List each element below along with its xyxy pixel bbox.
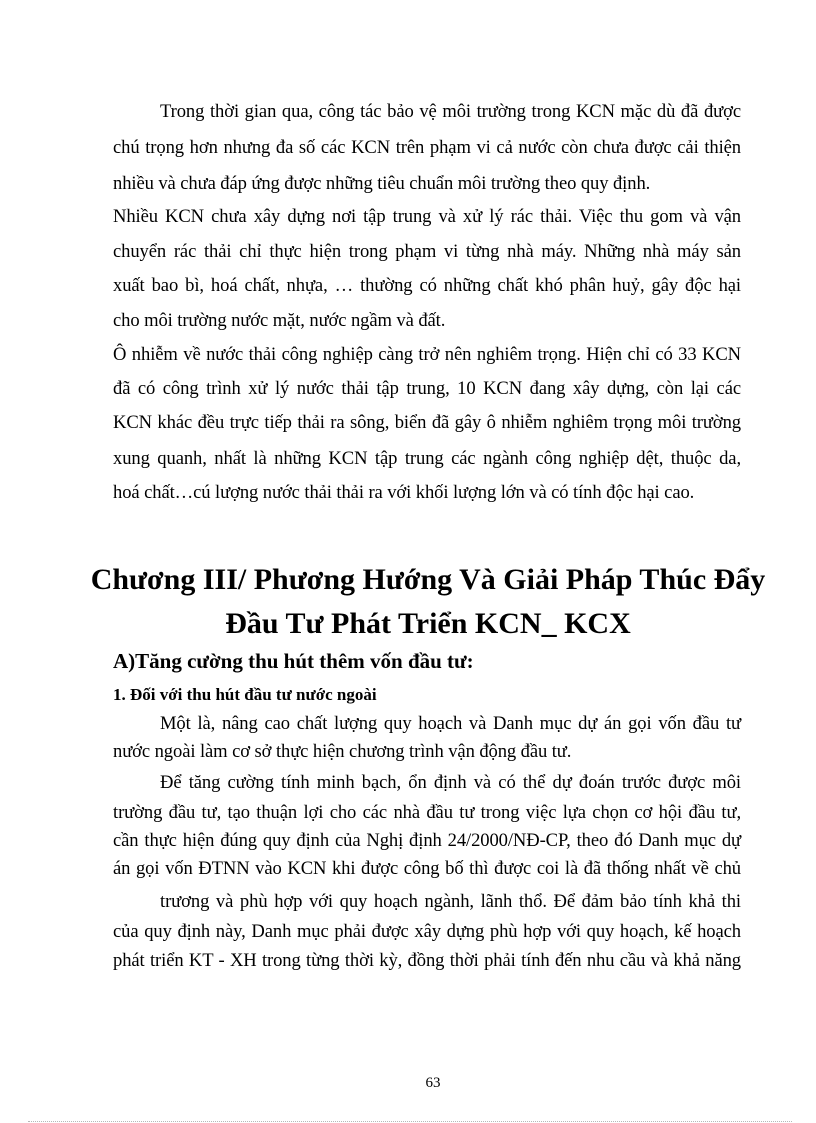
paragraph-5-line: trường đầu tư, tạo thuận lợi cho các nhà đầu tư trong việc lựa chọn cơ hội đầu tư, bbox=[113, 802, 741, 823]
section-1-heading: 1. Đối với thu hút đầu tư nước ngoài bbox=[113, 685, 377, 704]
paragraph-3-line: KCN khác đều trực tiếp thải ra sông, biển đã gây ô nhiễm nghiêm trọng môi trường bbox=[113, 412, 741, 433]
paragraph-3-line: đã có công trình xử lý nước thải tập trung, 10 KCN đang xây dựng, còn lại các bbox=[113, 378, 741, 399]
paragraph-1-line: nhiều và chưa đáp ứng được những tiêu chuẩn môi trường theo quy định. bbox=[113, 173, 651, 194]
paragraph-5-line: Để tăng cường tính minh bạch, ổn định và có thể dự đoán trước được môi bbox=[160, 772, 741, 793]
paragraph-4-line: nước ngoài làm cơ sở thực hiện chương trình vận động đầu tư. bbox=[113, 741, 572, 762]
footer-divider bbox=[28, 1121, 792, 1122]
paragraph-2-line: cho môi trường nước mặt, nước ngầm và đất. bbox=[113, 310, 446, 331]
paragraph-6-line: của quy định này, Danh mục phải được xây dựng phù hợp với quy hoạch, kế hoạch bbox=[113, 921, 741, 942]
page-number: 63 bbox=[425, 1075, 441, 1091]
paragraph-5-line: cần thực hiện đúng quy định của Nghị định 24/2000/NĐ-CP, theo đó Danh mục dự bbox=[113, 830, 741, 851]
paragraph-1-line: chú trọng hơn nhưng đa số các KCN trên phạm vi cả nước còn chưa được cải thiện bbox=[113, 137, 741, 158]
paragraph-6-line: trương và phù hợp với quy hoạch ngành, lãnh thổ. Để đảm bảo tính khả thi bbox=[160, 891, 741, 912]
chapter-title-line-1: Chương III/ Phương Hướng Và Giải Pháp Thúc Đẩy bbox=[90, 563, 766, 596]
paragraph-5-line: án gọi vốn ĐTNN vào KCN khi được công bố thì được coi là đã thống nhất về chủ bbox=[113, 858, 741, 879]
paragraph-1-line: Trong thời gian qua, công tác bảo vệ môi trường trong KCN mặc dù đã được bbox=[160, 101, 741, 122]
paragraph-3-line: Ô nhiễm về nước thải công nghiệp càng trở nên nghiêm trọng. Hiện chỉ có 33 KCN bbox=[113, 344, 741, 365]
paragraph-2-line: chuyển rác thải chỉ thực hiện trong phạm vi từng nhà máy. Những nhà máy sản bbox=[113, 241, 741, 262]
chapter-title-line-2: Đầu Tư Phát Triển KCN_ KCX bbox=[225, 607, 631, 640]
section-a-heading: A)Tăng cường thu hút thêm vốn đầu tư: bbox=[113, 649, 474, 673]
paragraph-3-line: xung quanh, nhất là những KCN tập trung các ngành công nghiệp dệt, thuộc da, bbox=[113, 448, 741, 469]
paragraph-2-line: xuất bao bì, hoá chất, nhựa, … thường có những chất khó phân huỷ, gây độc hại bbox=[113, 275, 741, 296]
paragraph-2-line: Nhiều KCN chưa xây dựng nơi tập trung và xử lý rác thải. Việc thu gom và vận bbox=[113, 206, 741, 227]
paragraph-4-line: Một là, nâng cao chất lượng quy hoạch và Danh mục dự án gọi vốn đầu tư bbox=[160, 713, 741, 734]
paragraph-6-line: phát triển KT - XH trong từng thời kỳ, đồng thời phải tính đến nhu cầu và khả năng bbox=[113, 950, 741, 971]
paragraph-3-line: hoá chất…cú lượng nước thải thải ra với khối lượng lớn và có tính độc hại cao. bbox=[113, 482, 695, 503]
